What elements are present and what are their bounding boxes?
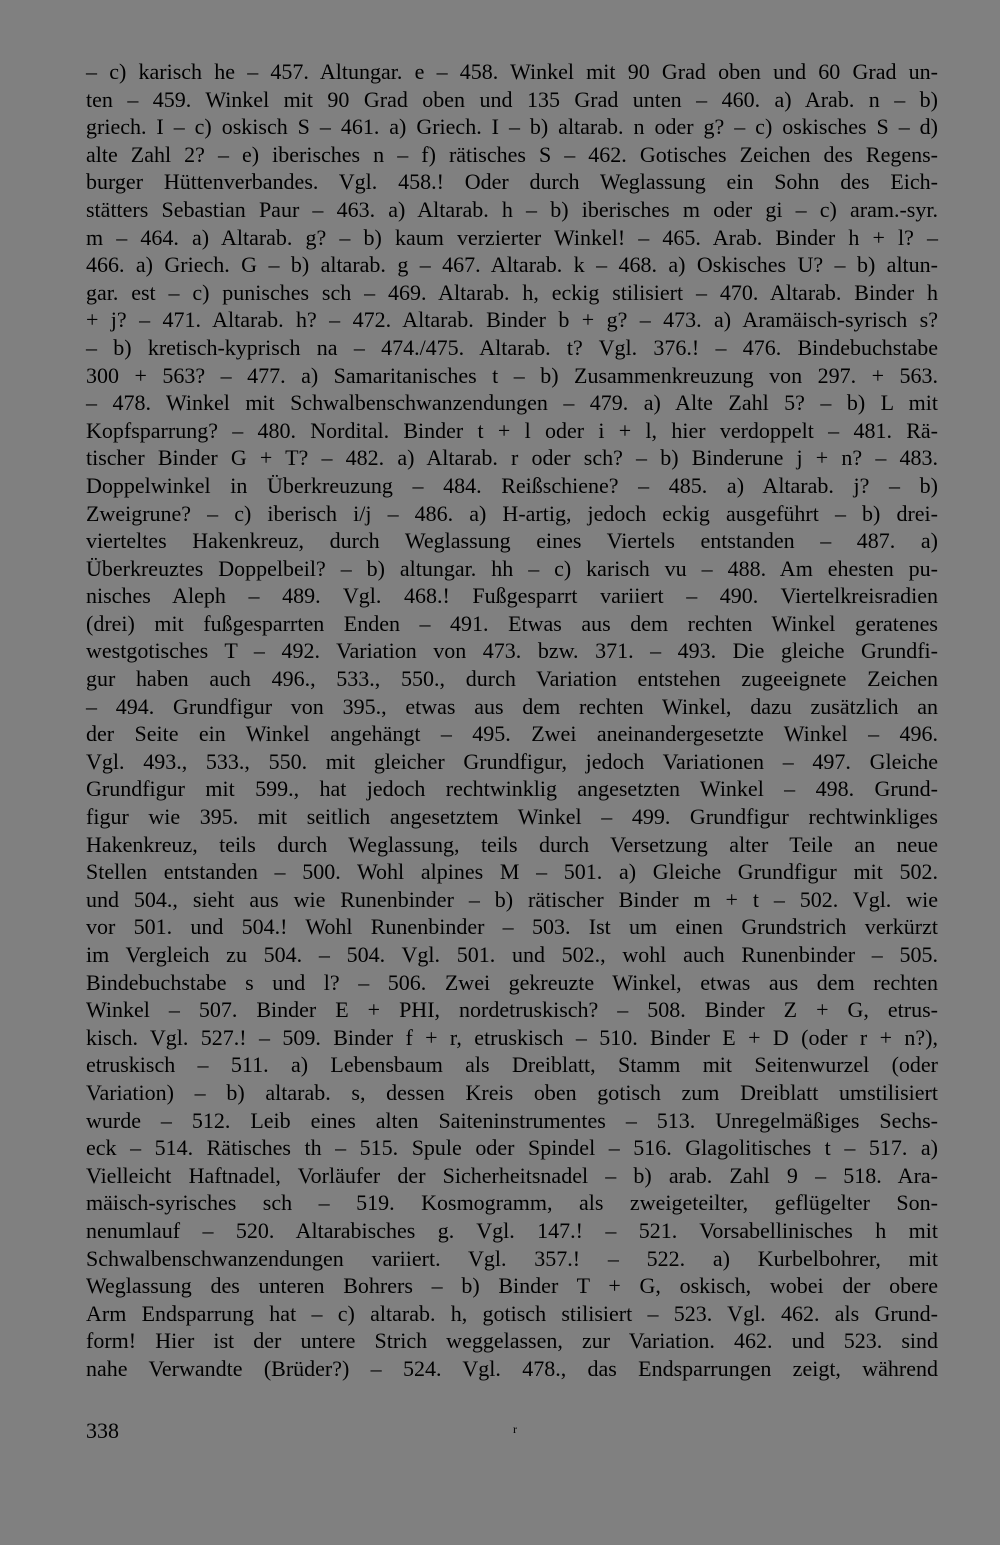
text-line: Kopfsparrung? – 480. Nordital. Binder t + l oder i + l, hier verdoppelt – 481. Rä- <box>86 417 938 443</box>
text-line: der Seite ein Winkel angehängt – 495. Zwei aneinandergesetzte Winkel – 496. <box>86 721 938 747</box>
text-line: m – 464. a) Altarab. g? – b) kaum verzierter Winkel! – 465. Arab. Binder h + l? – <box>86 224 938 250</box>
text-line: – b) kretisch-kyprisch na – 474./475. Altarab. t? Vgl. 376.! – 476. Bindebuchstabe <box>86 334 938 360</box>
text-line: Vielleicht Haftnadel, Vorläufer der Sicherheitsnadel – b) arab. Zahl 9 – 518. Ara- <box>86 1162 938 1188</box>
text-line: Variation) – b) altarab. s, dessen Kreis oben gotisch zum Dreiblatt umstilisiert <box>86 1079 938 1105</box>
text-line: – 494. Grundfigur von 395., etwas aus dem rechten Winkel, dazu zusätzlich an <box>86 693 938 719</box>
text-line: Schwalbenschwanzendungen variiert. Vgl. 357.! – 522. a) Kurbelbohrer, mit <box>86 1245 938 1271</box>
text-line: (drei) mit fußgesparrten Enden – 491. Etwas aus dem rechten Winkel geratenes <box>86 610 938 636</box>
text-line: Doppelwinkel in Überkreuzung – 484. Reißschiene? – 485. a) Altarab. j? – b) <box>86 472 938 498</box>
text-line: im Vergleich zu 504. – 504. Vgl. 501. und 502., wohl auch Runenbinder – 505. <box>86 942 938 967</box>
text-line: Weglassung des unteren Bohrers – b) Binder T + G, oskisch, wobei der obere <box>86 1273 938 1299</box>
text-line: vierteltes Hakenkreuz, durch Weglassung eines Viertels entstanden – 487. a) <box>86 528 938 554</box>
text-line: nahe Verwandte (Brüder?) – 524. Vgl. 478., das Endsparrungen zeigt, während <box>86 1355 938 1381</box>
text-line: nenumlauf – 520. Altarabisches g. Vgl. 147.! – 521. Vorsabellinisches h mit <box>86 1217 938 1243</box>
text-line: kisch. Vgl. 527.! – 509. Binder f + r, etruskisch – 510. Binder E + D (oder r + n?), <box>86 1024 938 1050</box>
text-line: Arm Endsparrung hat – c) altarab. h, gotisch stilisiert – 523. Vgl. 462. als Grund- <box>86 1300 938 1326</box>
text-line: 300 + 563? – 477. a) Samaritanisches t – b) Zusammenkreuzung von 297. + 563. <box>86 362 938 388</box>
text-line: und 504., sieht aus wie Runenbinder – b) rätischer Binder m + t – 502. Vgl. wie <box>86 886 938 912</box>
text-line: wurde – 512. Leib eines alten Saiteninstrumentes – 513. Unregelmäßiges Sechs- <box>86 1107 938 1133</box>
text-line: Zweigrune? – c) iberisch i/j – 486. a) H-artig, jedoch eckig ausgeführt – b) drei- <box>86 500 938 526</box>
text-line: Grundfigur mit 599., hat jedoch rechtwinklig angesetzten Winkel – 498. Grund- <box>86 776 938 802</box>
text-line: nisches Aleph – 489. Vgl. 468.! Fußgesparrt variiert – 490. Viertelkreisradien <box>86 583 938 609</box>
text-line: alte Zahl 2? – e) iberisches n – f) rätisches S – 462. Gotisches Zeichen des Regens- <box>86 141 938 167</box>
text-line: gar. est – c) punisches sch – 469. Altarab. h, eckig stilisiert – 470. Altarab. Binder h <box>86 279 938 305</box>
text-line: ten – 459. Winkel mit 90 Grad oben und 135 Grad unten – 460. a) Arab. n – b) <box>86 86 938 112</box>
text-line: mäisch-syrisches sch – 519. Kosmogramm, als zweigeteilter, geflügelter Son- <box>86 1190 938 1216</box>
text-line: burger Hüttenverbandes. Vgl. 458.! Oder durch Weglassung ein Sohn des Eich- <box>86 169 938 195</box>
text-line: Hakenkreuz, teils durch Weglassung, teils durch Versetzung alter Teile an neue <box>86 831 938 857</box>
text-line: Vgl. 493., 533., 550. mit gleicher Grundfigur, jedoch Variationen – 497. Gleiche <box>86 748 938 774</box>
text-line: Überkreuztes Doppelbeil? – b) altungar. hh – c) karisch vu – 488. Am ehesten pu- <box>86 555 938 581</box>
stray-mark: r <box>513 1422 517 1436</box>
text-line: gur haben auch 496., 533., 550., durch Variation entstehen zugeeignete Zeichen <box>86 666 938 692</box>
text-line: Winkel – 507. Binder E + PHI, nordetruskisch? – 508. Binder Z + G, etrus- <box>86 997 938 1023</box>
text-line: – 478. Winkel mit Schwalbenschwanzendungen – 479. a) Alte Zahl 5? – b) L mit <box>86 390 938 416</box>
text-line: Stellen entstanden – 500. Wohl alpines M – 501. a) Gleiche Grundfigur mit 502. <box>86 859 938 885</box>
text-line: figur wie 395. mit seitlich angesetztem Winkel – 499. Grundfigur rechtwinkliges <box>86 804 938 830</box>
text-line: westgotisches T – 492. Variation von 473. bzw. 371. – 493. Die gleiche Grundfi- <box>86 638 938 664</box>
text-line: tischer Binder G + T? – 482. a) Altarab. r oder sch? – b) Binderune j + n? – 483. <box>86 445 938 471</box>
text-line: + j? – 471. Altarab. h? – 472. Altarab. Binder b + g? – 473. a) Aramäisch-syrisch s? <box>86 307 938 333</box>
text-line: form! Hier ist der untere Strich weggelassen, zur Variation. 462. und 523. sind <box>86 1328 938 1354</box>
text-line: griech. I – c) oskisch S – 461. a) Griech. I – b) altarab. n oder g? – c) oskisches S – d) <box>86 114 938 140</box>
text-line: vor 501. und 504.! Wohl Runenbinder – 503. Ist um einen Grundstrich verkürzt <box>86 914 938 940</box>
text-line: stätters Sebastian Paur – 463. a) Altarab. h – b) iberisches m oder gi – c) aram.-syr. <box>86 196 938 222</box>
text-line: etruskisch – 511. a) Lebensbaum als Dreiblatt, Stamm mit Seitenwurzel (oder <box>86 1052 938 1078</box>
text-line: eck – 514. Rätisches th – 515. Spule oder Spindel – 516. Glagolitisches t – 517. a) <box>86 1135 938 1161</box>
text-line: 466. a) Griech. G – b) altarab. g – 467. Altarab. k – 468. a) Oskisches U? – b) altun- <box>86 252 938 278</box>
text-line: Bindebuchstabe s und l? – 506. Zwei gekreuzte Winkel, etwas aus dem rechten <box>86 969 938 995</box>
page-number: 338 <box>86 1418 119 1443</box>
text-line: – c) karisch he – 457. Altungar. e – 458. Winkel mit 90 Grad oben und 60 Grad un- <box>86 59 938 84</box>
body-text <box>86 58 938 1383</box>
